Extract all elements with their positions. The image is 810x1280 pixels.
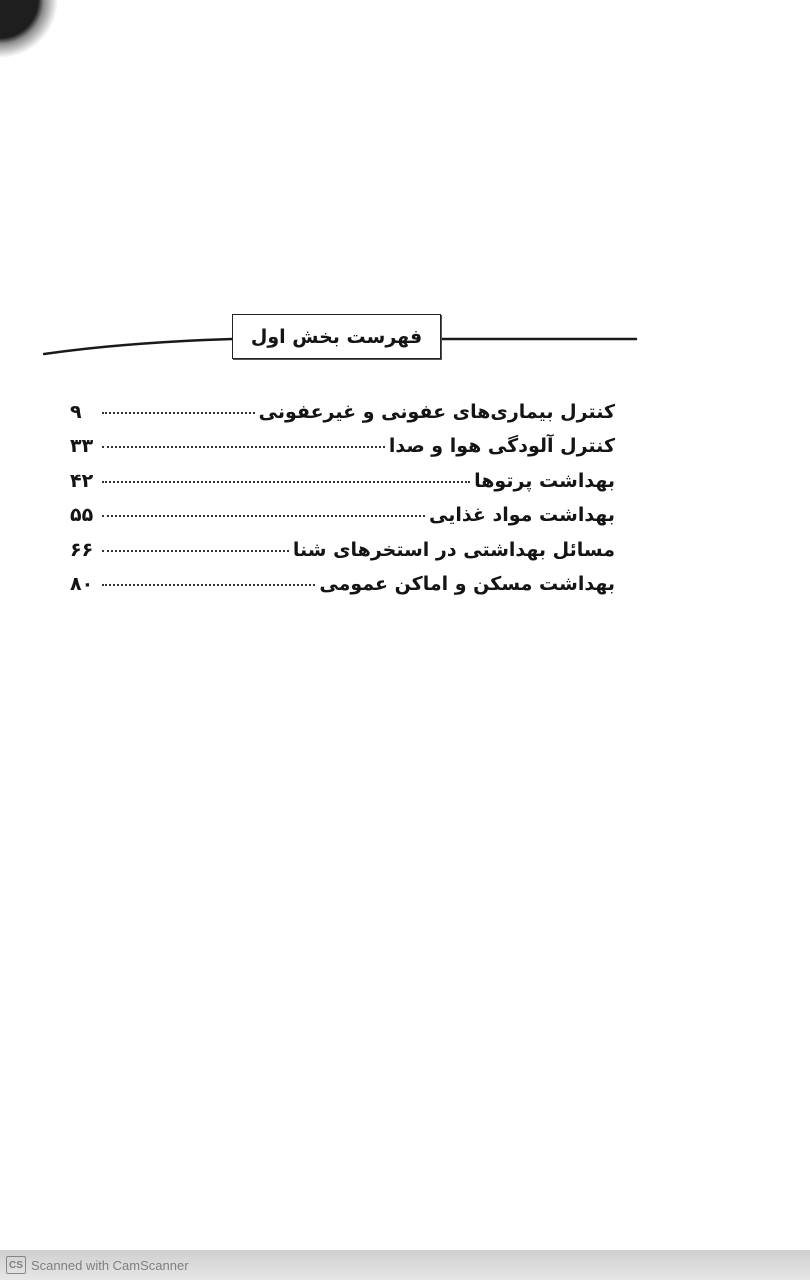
- toc-dot-leader: [102, 584, 315, 586]
- toc-dot-leader: [102, 412, 255, 414]
- toc-entry-title: بهداشت پرتوها: [474, 469, 615, 492]
- toc-entry-title: مسائل بهداشتی در استخرهای شنا: [292, 538, 615, 561]
- table-of-contents: [70, 401, 615, 607]
- toc-entry[interactable]: [70, 401, 615, 435]
- toc-entry-page: ۹: [70, 401, 82, 423]
- toc-entry-page: ۴۲: [70, 469, 94, 492]
- toc-entry-title: کنترل آلودگی هوا و صدا: [388, 435, 615, 458]
- toc-entry-page: ۳۳: [70, 435, 94, 458]
- section-title-box: [232, 314, 441, 359]
- toc-dot-leader: [102, 481, 470, 483]
- watermark-text: Scanned with CamScanner: [31, 1257, 189, 1273]
- toc-dot-leader: [102, 515, 425, 517]
- section-title: فهرست بخش اول: [250, 325, 423, 348]
- toc-entry-page: ۸۰: [70, 572, 94, 595]
- toc-entry[interactable]: [70, 573, 615, 607]
- section-header: [40, 310, 640, 370]
- camscanner-watermark: [6, 1255, 189, 1275]
- toc-entry[interactable]: [70, 504, 615, 538]
- toc-entry-title: بهداشت مسکن و اماکن عمومی: [319, 572, 615, 595]
- toc-dot-leader: [102, 550, 289, 552]
- toc-entry[interactable]: [70, 435, 615, 469]
- toc-entry-page: ۵۵: [70, 504, 94, 527]
- scan-corner-shadow: [0, 0, 60, 60]
- toc-entry-page: ۶۶: [70, 538, 94, 561]
- toc-dot-leader: [102, 446, 385, 448]
- toc-entry[interactable]: [70, 470, 615, 504]
- toc-entry-title: کنترل بیماری‌های عفونی و غیرعفونی: [258, 401, 615, 423]
- camscanner-logo-icon: CS: [6, 1256, 26, 1274]
- toc-entry[interactable]: [70, 539, 615, 573]
- toc-entry-title: بهداشت مواد غذایی: [429, 504, 615, 527]
